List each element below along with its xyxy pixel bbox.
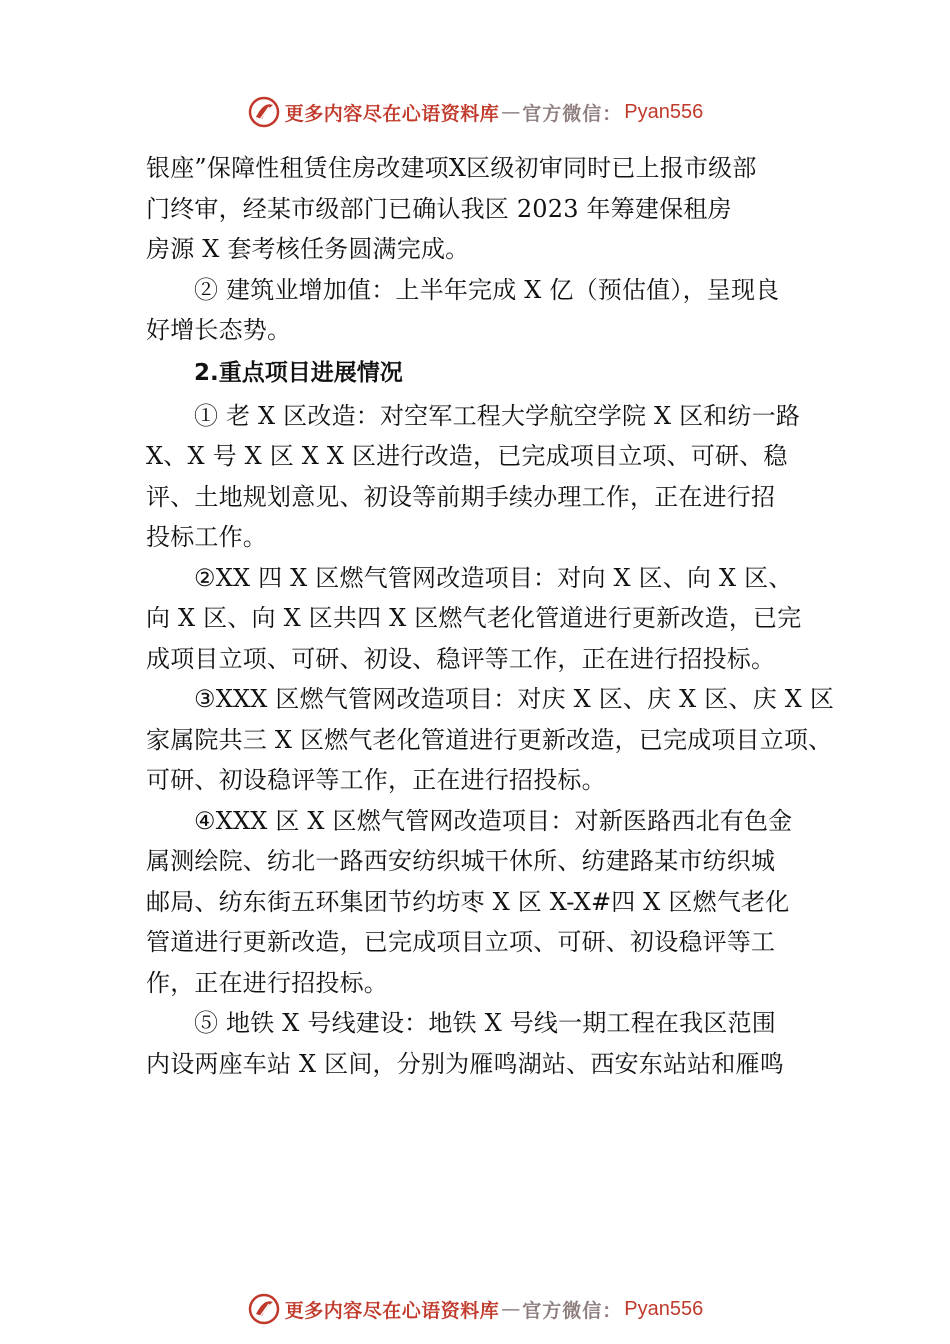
section-heading: 2.重点项目进展情况 [194,359,403,386]
text-line: ② 建筑业增加值：上半年完成 X 亿（预估值），呈现良 [194,275,780,304]
text-line: ③XXX 区燃气管网改造项目：对庆 X 区、庆 X 区、庆 X 区 [194,685,835,713]
footer-watermark-banner [0,1289,950,1329]
text-line: ⑤ 地铁 X 号线建设：地铁 X 号线一期工程在我区范围 [194,1009,776,1037]
text-line: X、X 号 X 区 X X 区进行改造，已完成项目立项、可研、稳 [146,442,788,470]
text-line: 管道进行更新改造，已完成项目立项、可研、初设稳评等工 [146,928,776,956]
paragraph-gas-network-1 [146,558,846,680]
watermark-wechat-label: 官方微信： [522,1299,623,1322]
text-line: 作，正在进行招投标。 [146,968,388,997]
text-line: 向 X 区、向 X 区共四 X 区燃气老化管道进行更新改造，已完 [146,604,802,632]
text-line: 评、土地规划意见、初设等前期手续办理工作，正在进行招 [146,482,776,511]
watermark-dash: — [501,101,521,123]
text-line: 投标工作。 [146,523,267,551]
text-line: 家属院共三 X 区燃气老化管道进行更新改造，已完成项目立项、 [146,725,833,754]
watermark-wechat-id: Pyan556 [624,1297,704,1320]
paragraph-gas-network-3 [146,801,846,1004]
text-line: ④XXX 区 X 区燃气管网改造项目：对新医路西北有色金 [194,806,793,835]
watermark-wechat-id: Pyan556 [624,100,704,123]
text-line: 门终审，经某市级部门已确认我区 2023 年筹建保租房 [146,194,732,223]
paragraph-metro-line [146,1003,846,1084]
watermark-dash: — [501,1298,521,1320]
paragraph-rental-housing [146,148,846,270]
text-line: 好增长态势。 [146,316,292,344]
text-line: 银座”保障性租赁住房改建项X区级初审同时已上报市级部 [146,154,757,182]
header-watermark-banner [0,92,950,132]
document-body [146,148,846,1084]
watermark-logo-icon [247,1292,281,1326]
paragraph-construction-value [146,270,846,351]
text-line: 房源 X 套考核任务圆满完成。 [146,235,470,263]
text-line: ① 老 X 区改造：对空军工程大学航空学院 X 区和纺一路 [194,401,801,430]
watermark-text: 更多内容尽在心语资料库 [284,102,500,125]
watermark-logo-icon [247,95,281,129]
paragraph-old-district [146,396,846,558]
text-line: 成项目立项、可研、初设、稳评等工作，正在进行招投标。 [146,644,776,673]
watermark-text: 更多内容尽在心语资料库 [284,1299,500,1322]
watermark-wechat-label: 官方微信： [522,102,623,125]
text-line: 属测绘院、纺北一路西安纺织城干休所、纺建路某市纺织城 [146,847,776,875]
paragraph-gas-network-2 [146,679,846,801]
text-line: 邮局、纺东街五环集团节约坊枣 X 区 X-X#四 X 区燃气老化 [146,887,790,916]
text-line: 可研、初设稳评等工作，正在进行招投标。 [146,766,606,794]
text-line: ②XX 四 X 区燃气管网改造项目：对向 X 区、向 X 区、 [194,563,793,592]
text-line: 内设两座车站 X 区间，分别为雁鸣湖站、西安东站站和雁鸣 [146,1049,784,1078]
